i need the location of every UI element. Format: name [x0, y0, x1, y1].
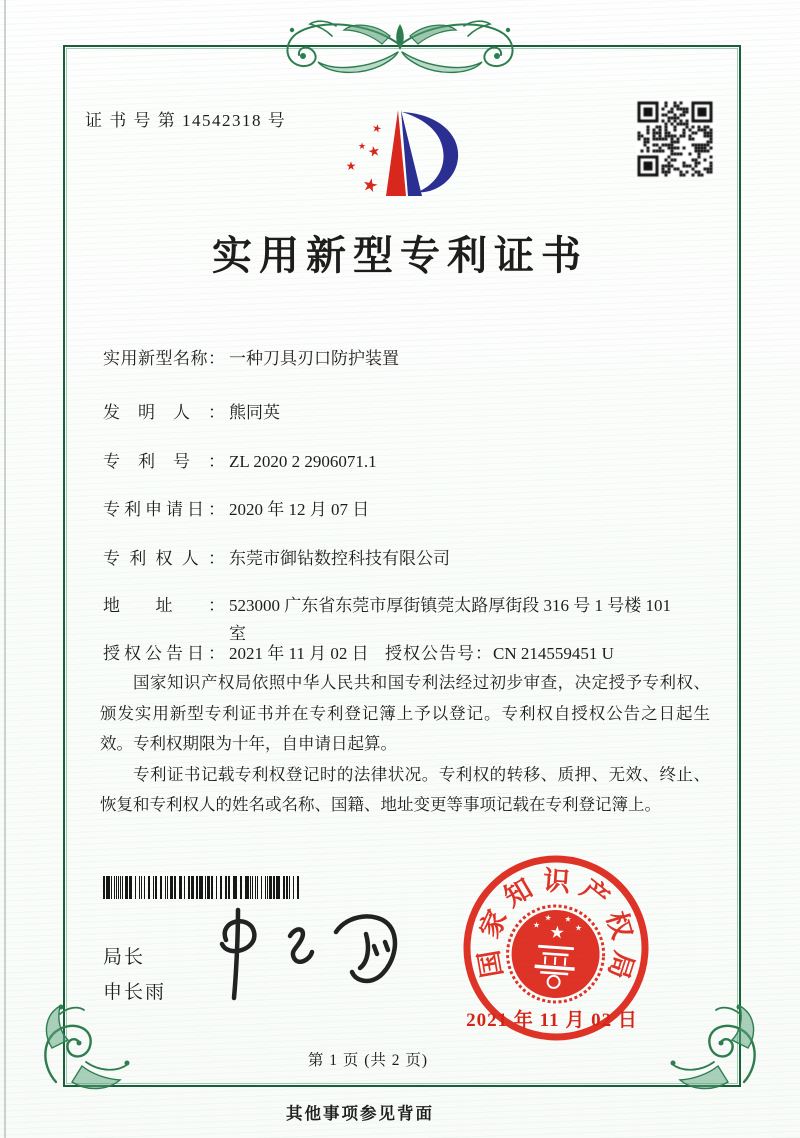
svg-text:★: ★: [544, 913, 552, 923]
barcode: [103, 876, 307, 899]
field-label: 实用新型名称：: [103, 349, 225, 368]
barcode-bar: [174, 876, 176, 899]
svg-text:★: ★: [564, 914, 572, 925]
barcode-bar: [207, 876, 210, 899]
legal-paragraph-1: 国家知识产权局依照中华人民共和国专利法经过初步审查，决定授予专利权、颁发实用新型专利证书并在专利登记簿上予以登记。专利权自授权公告之日起生效。专利权期限为十年，自申请日起算。: [100, 673, 710, 753]
barcode-bar: [118, 876, 119, 899]
barcode-bar: [252, 876, 253, 899]
barcode-bar: [106, 876, 110, 899]
barcode-bar: [114, 876, 115, 899]
barcode-bar: [240, 876, 242, 899]
field-label: 专利权人：: [103, 549, 225, 568]
field-label: 地址：: [103, 596, 225, 615]
barcode-bar: [261, 876, 262, 899]
svg-text:★: ★: [548, 922, 566, 944]
barcode-bar: [297, 876, 299, 899]
top-scroll-ornament-icon: [240, 12, 560, 84]
legal-text-block: [100, 668, 710, 821]
barcode-bar: [225, 876, 227, 899]
field-row-patent-number: [103, 448, 715, 476]
barcode-bar: [216, 876, 217, 899]
bottom-right-corner-ornament-icon: [660, 1002, 770, 1102]
field-value: 一种刀具刃口防护装置: [229, 349, 399, 368]
barcode-bar: [129, 876, 132, 899]
field-row-grant: [103, 640, 715, 668]
barcode-bar: [155, 876, 157, 899]
barcode-bar: [250, 876, 251, 899]
field-label: 发明人：: [103, 403, 225, 422]
barcode-bar: [144, 876, 145, 899]
field-row-inventor: [103, 399, 715, 427]
barcode-bar: [160, 876, 162, 899]
barcode-bar: [257, 876, 258, 899]
barcode-bar: [120, 876, 121, 899]
director-title: 局长: [103, 947, 146, 968]
barcode-bar: [191, 876, 194, 899]
field-value: 熊同英: [229, 403, 280, 422]
field-value: 523000 广东省东莞市厚街镇莞太路厚街段 316 号 1 号楼 101 室: [229, 596, 671, 643]
barcode-bar: [269, 876, 272, 899]
field-label: 授权公告日：: [103, 644, 225, 663]
page-number: 第 1 页 (共 2 页): [307, 1052, 429, 1069]
barcode-bar: [265, 876, 266, 899]
barcode-bar: [276, 876, 280, 899]
barcode-bar: [135, 876, 136, 899]
barcode-bar: [103, 876, 105, 899]
svg-text:★: ★: [574, 923, 583, 933]
field-value: 2021 年 11 月 02 日: [229, 644, 369, 663]
certificate-title: 实用新型专利证书: [212, 233, 588, 278]
barcode-bar: [148, 876, 150, 899]
grant-number-group: [385, 640, 614, 668]
barcode-bar: [228, 876, 230, 899]
field-row-utility-model-name: [103, 345, 715, 373]
barcode-bar: [267, 876, 268, 899]
barcode-bar: [179, 876, 182, 899]
barcode-bar: [125, 876, 128, 899]
field-label: 专利号：: [103, 452, 225, 471]
svg-text:★: ★: [366, 142, 382, 162]
barcode-bar: [283, 876, 285, 899]
barcode-bar: [111, 876, 112, 899]
seal-ring-text: 国家知识产权局: [472, 865, 640, 991]
cnipa-logo-icon: [338, 96, 466, 208]
barcode-bar: [273, 876, 275, 899]
barcode-bar: [165, 876, 166, 899]
barcode-bar: [289, 876, 290, 899]
barcode-bar: [116, 876, 117, 899]
barcode-bar: [196, 876, 198, 899]
barcode-bar: [170, 876, 173, 899]
barcode-bar: [205, 876, 206, 899]
director-name: 申长雨: [103, 982, 167, 1003]
svg-text:★: ★: [357, 142, 367, 152]
barcode-bar: [188, 876, 190, 899]
barcode-bar: [153, 876, 154, 899]
barcode-bar: [211, 876, 213, 899]
barcode-bar: [255, 876, 256, 899]
barcode-bar: [245, 876, 249, 899]
field-value: ZL 2020 2 2906071.1: [229, 452, 377, 471]
barcode-bar: [184, 876, 185, 899]
barcode-bar: [220, 876, 222, 899]
field-label: 专利申请日：: [103, 500, 225, 519]
svg-text:★: ★: [370, 121, 384, 137]
barcode-bar: [199, 876, 203, 899]
barcode-bar: [233, 876, 237, 899]
svg-text:★: ★: [360, 173, 381, 198]
barcode-bar: [141, 876, 142, 899]
certificate-number: 证 书 号 第 14542318 号: [85, 111, 287, 130]
legal-paragraph-2: 专利证书记载专利权登记时的法律状况。专利权的转移、质押、无效、终止、恢复和专利权人的姓名或名称、国籍、地址变更等事项记载在专利登记簿上。: [100, 764, 710, 814]
barcode-bar: [139, 876, 140, 899]
qr-code: [636, 100, 714, 178]
field-row-patentee: [103, 545, 715, 573]
field-value: 2020 年 12 月 07 日: [229, 500, 370, 519]
barcode-bar: [293, 876, 294, 899]
field-value: 东莞市御钻数控科技有限公司: [229, 549, 450, 568]
scan-edge-shadow: [4, 0, 6, 1138]
director-handwritten-signature: [198, 898, 413, 1010]
svg-text:★: ★: [532, 920, 541, 930]
field-row-filing-date: [103, 496, 715, 524]
seal-date: 2021 年 11 月 02 日: [466, 1010, 638, 1031]
national-emblem-icon: [504, 903, 606, 1005]
field-value: CN 214559451 U: [493, 644, 614, 663]
field-label: 授权公告号：: [385, 644, 493, 663]
barcode-bar: [167, 876, 168, 899]
back-side-note: 其他事项参见背面: [286, 1104, 434, 1123]
barcode-bar: [122, 876, 123, 899]
svg-text:★: ★: [345, 159, 357, 173]
barcode-bar: [286, 876, 288, 899]
